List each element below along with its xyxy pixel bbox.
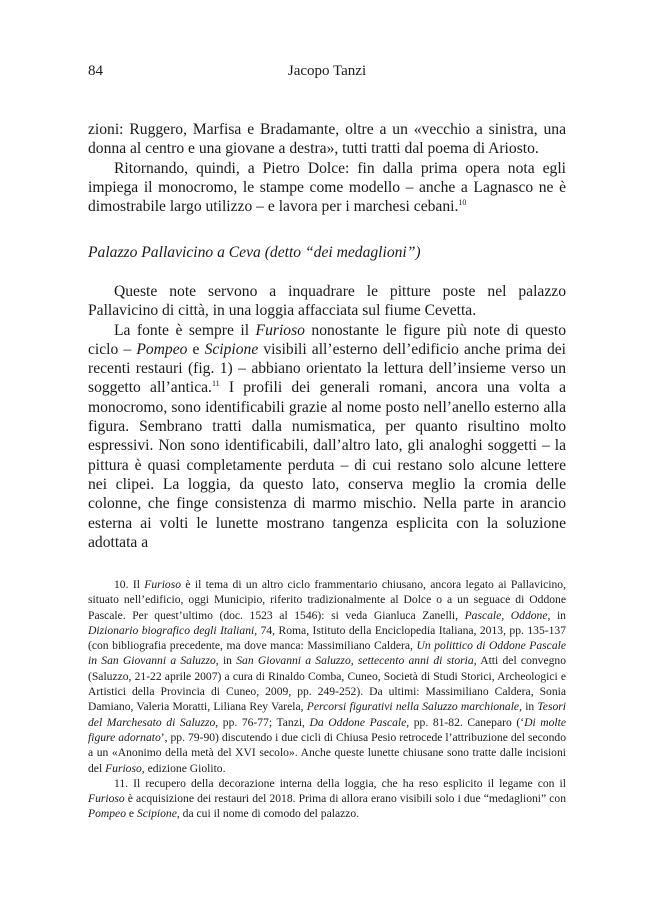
footnote-italic: Dizionario biografico degli Italiani xyxy=(88,623,255,637)
section-heading: Palazzo Pallavicino a Ceva (detto “dei medaglioni”) xyxy=(88,244,421,261)
footnote-italic: Percorsi figurativi nella Saluzzo marchionale xyxy=(306,700,520,714)
footnote-text: , Atti del convegno (Saluzzo, 21-22 aprile 2007) a cura di Rinaldo Comba, Cuneo, Società di Studi Storici, Archeologici e Artistici della Provincia di Cuneo, 2009, pp. 249-252). Da ultimi: Massimiliano Caldera, Sonia Damiano, Valeria Moratti, Liliana Rey Varela, xyxy=(88,654,566,714)
paragraph-text: visibili all’esterno dell’edificio anche prima dei recenti restauri (fig. 1) – abbiano orientato la lettura dell’insieme verso un soggetto all’antica. xyxy=(88,340,567,397)
footnote-text: , pp. 81-82. Caneparo (‘ xyxy=(406,715,525,729)
footnote-italic: Tesori del Marchesato di Saluzzo xyxy=(88,700,566,729)
footnote-text: , in xyxy=(215,654,237,668)
paragraph-text: e xyxy=(187,340,205,358)
paragraph-text: La fonte è sempre il xyxy=(114,321,256,339)
footnote-text: , in xyxy=(519,700,538,714)
footnote-text: ’, pp. 79-90) discutendo i due cicli di Chiusa Pesio retrocede l’attribuzione del secondo a un «Anonimo della metà del XVI secolo». Anche queste lunette chiusane sono tratte dalle incisioni del xyxy=(88,730,566,775)
footnote-text: , pp. 76-77; Tanzi, xyxy=(215,715,310,729)
italic-name: Scipione xyxy=(204,340,259,358)
footnote-italic: Di molte figure adornato xyxy=(88,715,567,744)
body-text-block-2 xyxy=(88,282,566,552)
paragraph xyxy=(88,282,566,321)
footnote-italic: Furioso xyxy=(88,792,125,806)
footnote-italic: San Giovanni a Saluzzo, settecento anni di storia xyxy=(236,654,474,668)
footnote-ref[interactable]: 11 xyxy=(211,379,220,389)
footnote-italic: Un polittico di Oddone Pascale in San Giovanni a Saluzzo xyxy=(88,639,566,668)
paragraph xyxy=(88,321,566,553)
paragraph-text: I profili dei generali romani, ancora una volta a monocromo, sono identificabili grazie al nome posto nell’anello esterno alla figura. Sembrano tratti dalla numismatica, per quanto risultino molto espressivi. Non sono identificabili, dall’altro lato, gli analoghi soggetti – la pittura è quasi completamente perduta – di cui restano solo alcune lettere nei clipei. La loggia, da questo lato, conserva meglio la cromia delle colonne, che finge consistenza di marmo mischio. Nella parte in arancio esterna ai volti le lunette mostrano tangenza esplicita con la soluzione adottata a xyxy=(88,379,566,551)
footnote-text: 11. Il recupero della decorazione interna della loggia, che ha reso esplicito il legame con il xyxy=(114,776,566,790)
footnote-ref[interactable]: 10 xyxy=(458,198,467,208)
footnote-text: , edizione Giolito. xyxy=(141,761,226,775)
footnote-text: , da cui il nome di comodo del palazzo. xyxy=(176,807,360,821)
footnote-text: , 74, Roma, Istituto della Enciclopedia Italiana, 2013, pp. 135-137 (con bibliografia precedente, ma dove manca: Massimiliano Caldera, xyxy=(88,623,566,653)
body-text-block-1 xyxy=(88,120,566,216)
paragraph-text: nonostante le figure più note di questo ciclo – xyxy=(88,321,567,358)
footnote-text: è il tema di un altro ciclo frammentario chiusano, ancora legato ai Pallavicino, situato nell’edificio, oggi Municipio, riferito tradizionalmente al Dolce o a un seguace di Oddone Pascale. Per quest’ultimo (doc. 1523 al 1546): si veda Gianluca Zanelli, xyxy=(88,578,566,622)
page-number: 84 xyxy=(88,63,103,79)
paragraph-text: Ritornando, quindi, a Pietro Dolce: fin dalla prima opera nota egli impiega il monocromo, le stampe come modello – anche a Lagnasco ne è dimostrabile largo utilizzo – e lavora per i marchesi cebani. xyxy=(88,159,566,216)
footnote-text: e xyxy=(126,807,137,821)
footnote-text: , in xyxy=(547,608,566,622)
paragraph xyxy=(88,120,566,159)
paragraph-text: Queste note servono a inquadrare le pitture poste nel palazzo Pallavicino di città, in una loggia affacciata sul fiume Cevetta. xyxy=(88,283,566,320)
footnote-10 xyxy=(88,577,566,776)
page-header xyxy=(88,63,566,83)
footnote-text: è acquisizione dei restauri del 2018. Prima di allora erano visibili solo i due “medaglioni” con xyxy=(124,792,566,806)
paragraph-text: zioni: Ruggero, Marfisa e Bradamante, oltre a un «vecchio a sinistra, una donna al centro e una giovane a destra», tutti tratti dal poema di Ariosto. xyxy=(88,121,566,158)
footnote-11 xyxy=(88,776,566,822)
paragraph xyxy=(88,159,566,217)
footnote-italic: Furioso xyxy=(144,578,182,591)
footnote-italic: Pascale, Oddone xyxy=(464,608,548,622)
footnote-italic: Scipione xyxy=(136,807,177,821)
footnote-italic: Pompeo xyxy=(88,807,126,821)
footnote-italic: Da Oddone Pascale xyxy=(309,715,407,729)
footnote-text: 10. Il xyxy=(114,578,145,591)
footnotes xyxy=(88,577,566,822)
italic-title: Furioso xyxy=(255,321,305,339)
running-head: Jacopo Tanzi xyxy=(287,63,367,79)
italic-name: Pompeo xyxy=(136,340,188,358)
footnote-italic: Furioso xyxy=(105,761,142,775)
